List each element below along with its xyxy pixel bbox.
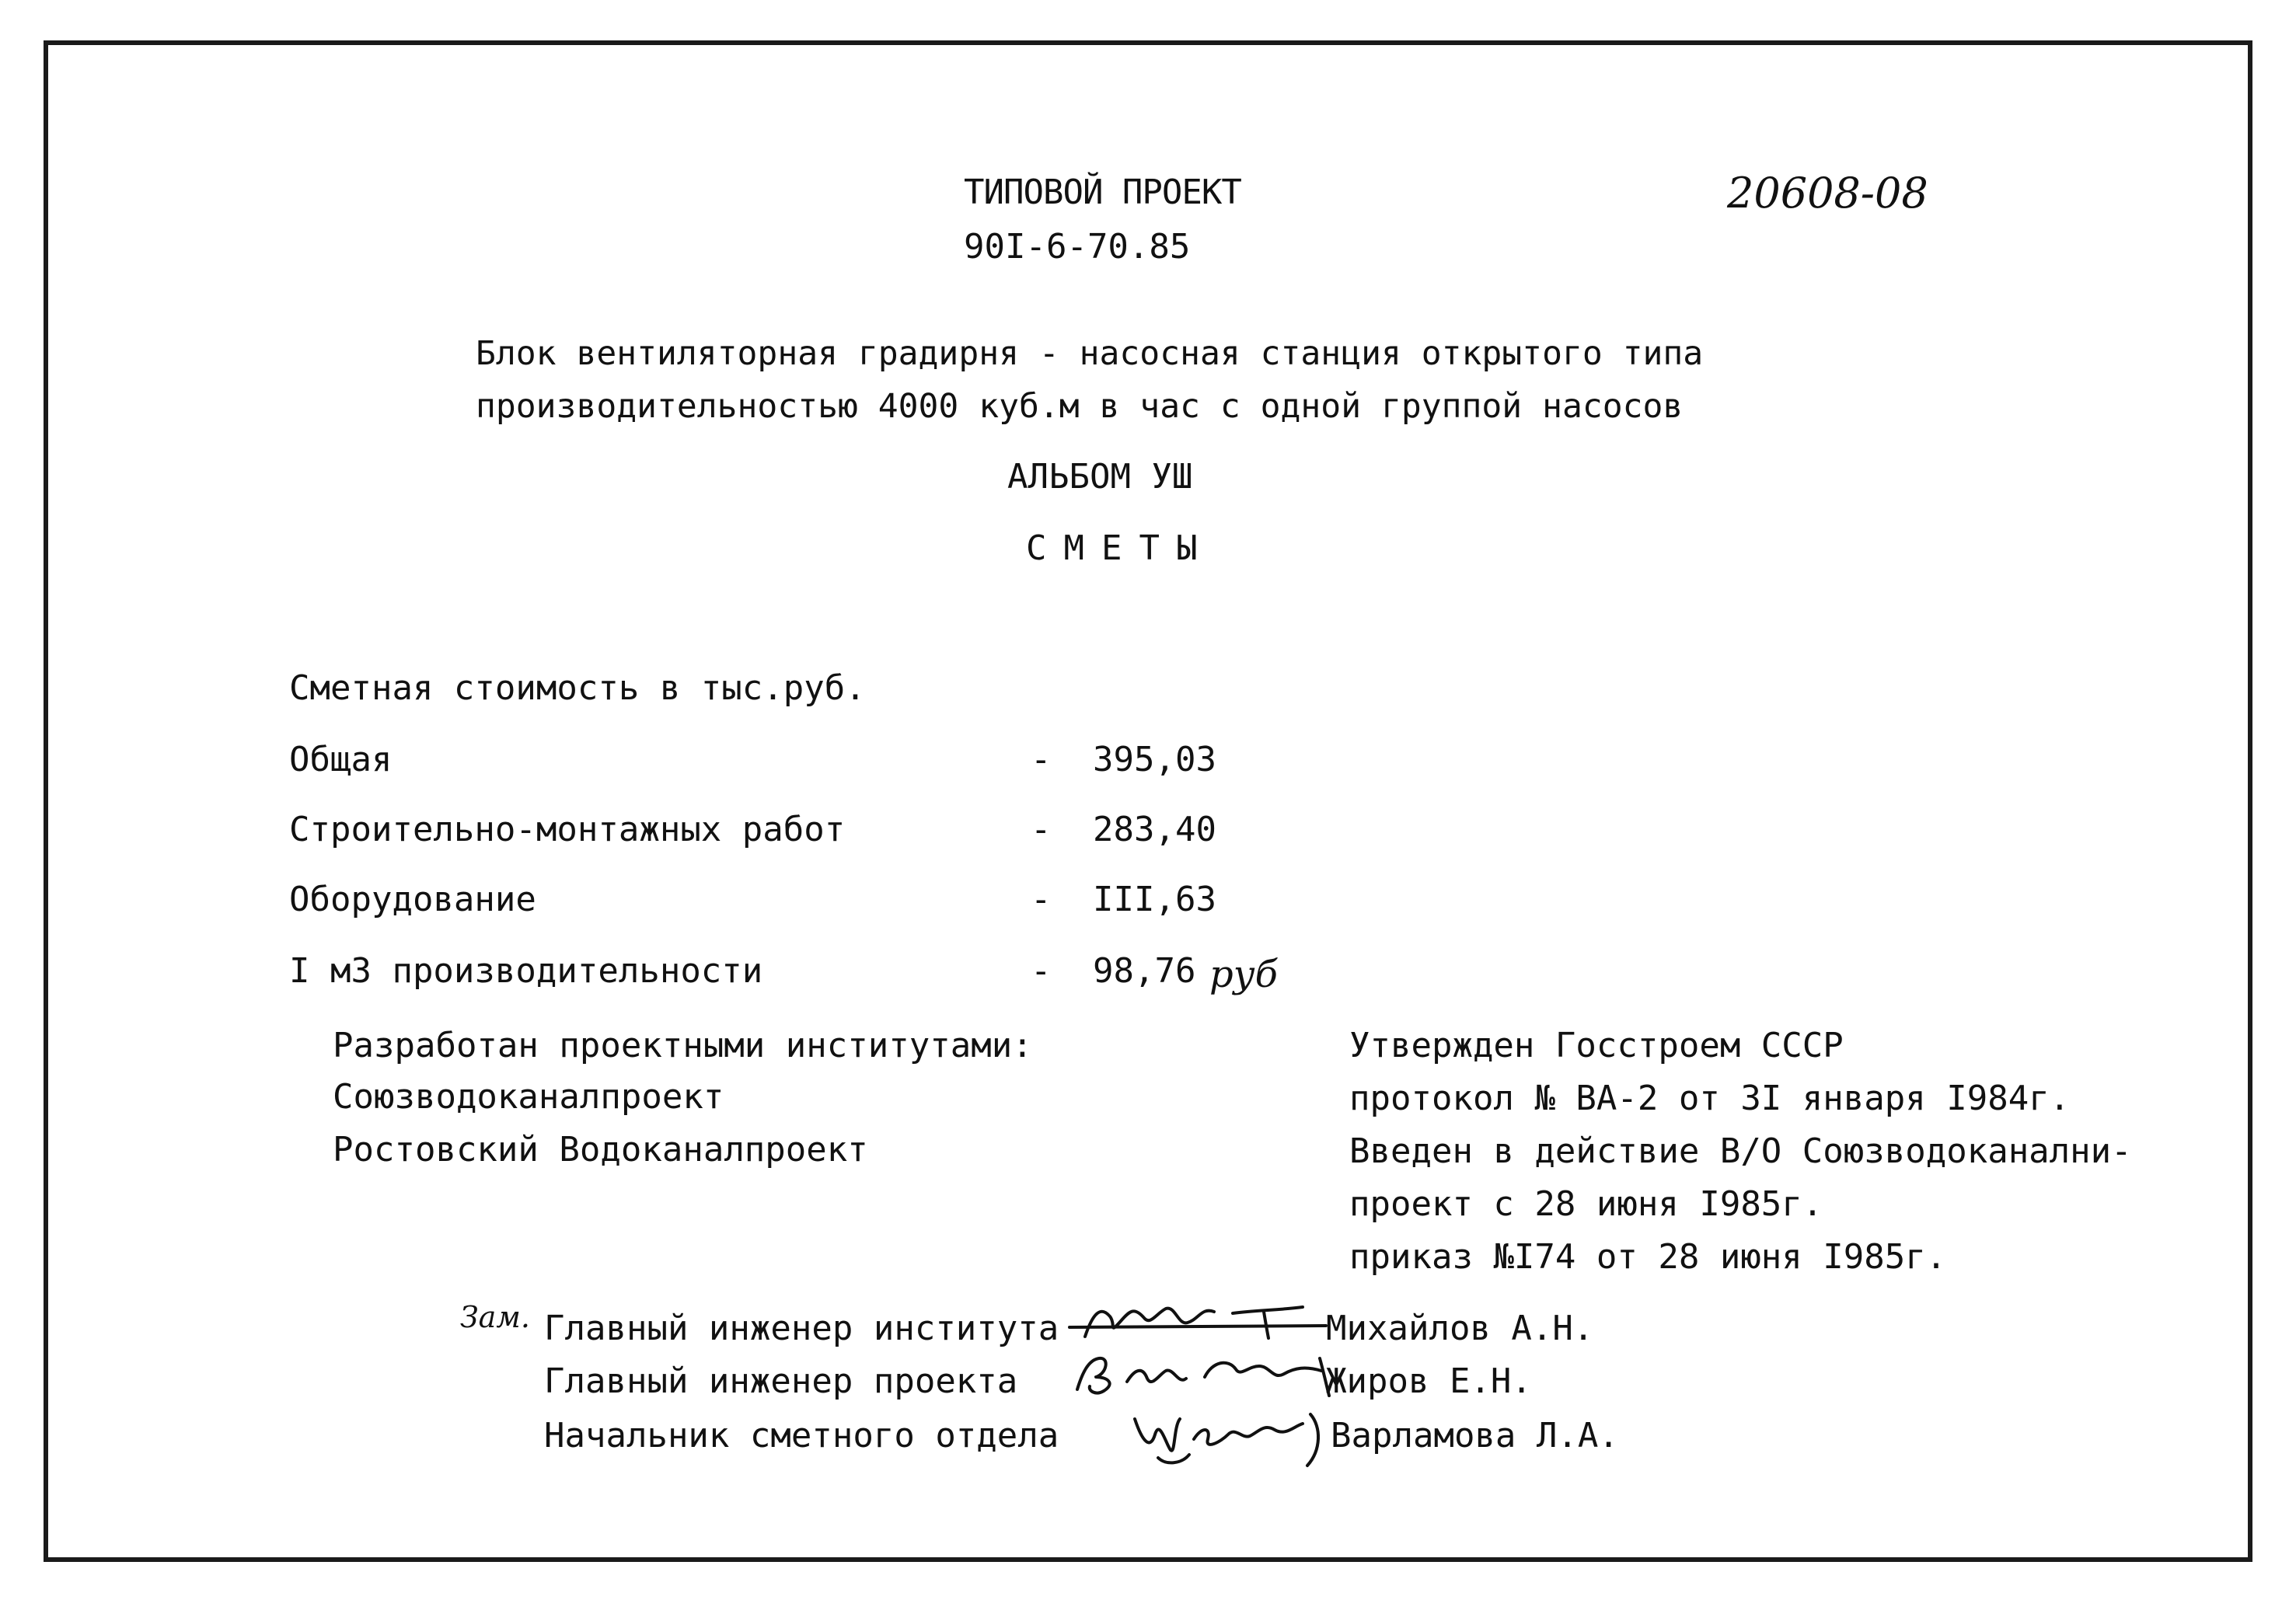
cost-label: Общая	[289, 740, 393, 779]
handwritten-signature	[1127, 1396, 1329, 1473]
signatory-name: Михайлов А.Н.	[1326, 1309, 1594, 1348]
developed-heading: Разработан проектными институтами:	[333, 1026, 1033, 1065]
institute-name: Союзводоканалпроект	[333, 1077, 724, 1117]
cost-value: 98,76	[1093, 951, 1196, 991]
cost-dash: -	[1031, 810, 1052, 849]
section-title: СМЕТЫ	[1026, 528, 1215, 568]
cost-dash: -	[1031, 740, 1052, 779]
project-code: 90I-6-70.85	[964, 227, 1191, 267]
cost-dash: -	[1031, 951, 1052, 991]
title-line-2: производительностью 4000 куб.м в час с одной группой насосов	[476, 387, 1684, 426]
signatory-name: Жиров Е.Н.	[1326, 1361, 1532, 1401]
cost-value: 395,03	[1093, 740, 1216, 779]
signatory-position: Начальник сметного отдела	[544, 1416, 1059, 1455]
cost-dash: -	[1031, 880, 1052, 919]
signatory-position: Главный инженер проекта	[544, 1361, 1018, 1401]
cost-label: Строительно-монтажных работ	[289, 810, 846, 849]
cost-value: III,63	[1093, 880, 1216, 919]
cost-unit-handwritten: руб	[1209, 953, 1278, 996]
cost-label: I м3 производительности	[289, 951, 763, 991]
cost-value: 283,40	[1093, 810, 1216, 849]
registration-number: 20608-08	[1727, 169, 1928, 218]
costs-heading: Сметная стоимость в тыс.руб.	[289, 668, 866, 708]
approval-line: приказ №I74 от 28 июня I985г.	[1349, 1237, 1947, 1277]
signatory-position: Главный инженер института	[544, 1309, 1059, 1348]
approval-line: Утвержден Госстроем СССР	[1349, 1026, 1844, 1065]
title-line-1: Блок вентиляторная градирня - насосная станция открытого типа	[476, 334, 1704, 373]
album-label: АЛЬБОМ УШ	[1007, 457, 1193, 497]
approval-line: Введен в действие В/О Союзводоканални-	[1349, 1131, 2132, 1171]
doc-type: ТИПОВОЙ ПРОЕКТ	[964, 173, 1241, 212]
institute-name: Ростовский Водоканалпроект	[333, 1130, 868, 1170]
approval-line: проект с 28 июня I985г.	[1349, 1184, 1823, 1224]
signature-prefix-handwritten: Зам.	[460, 1300, 530, 1334]
cost-label: Оборудование	[289, 880, 536, 919]
signatory-name: Варламова Л.А.	[1331, 1416, 1619, 1455]
approval-line: протокол № ВА-2 от 3I января I984г.	[1349, 1079, 2071, 1118]
